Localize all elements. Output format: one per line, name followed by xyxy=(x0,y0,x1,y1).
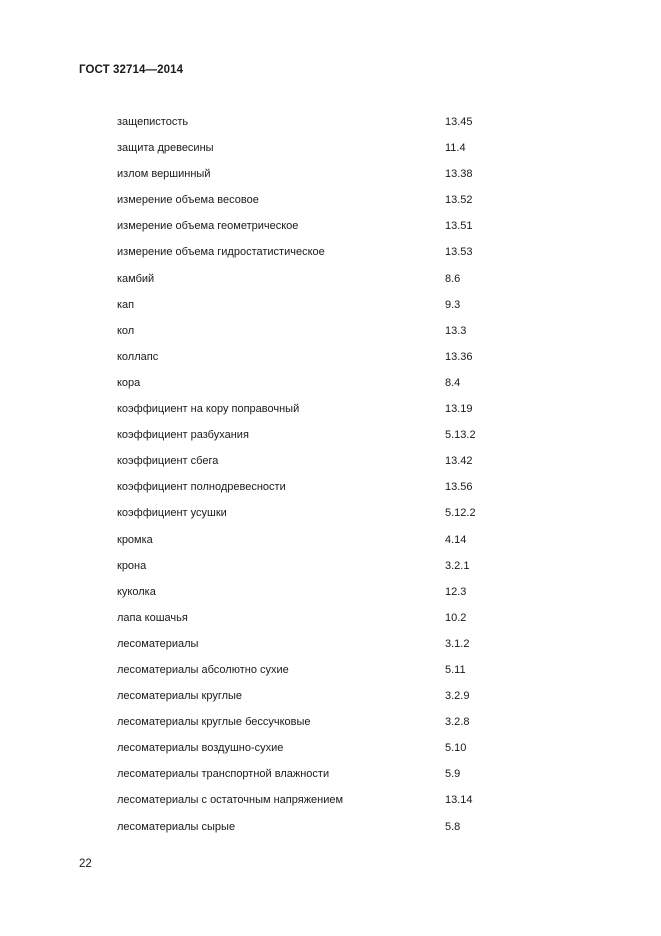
index-term: лесоматериалы круглые бессучковые xyxy=(117,716,311,729)
index-entry xyxy=(117,766,537,792)
index-reference: 8.4 xyxy=(445,376,461,389)
index-reference: 13.19 xyxy=(445,403,473,416)
index-reference: 8.6 xyxy=(445,272,461,285)
index-reference: 13.36 xyxy=(445,350,473,363)
index-entry xyxy=(117,427,537,453)
index-entry xyxy=(117,558,537,584)
index-reference: 3.2.9 xyxy=(445,690,470,703)
index-term: лесоматериалы круглые xyxy=(117,690,243,703)
index-reference: 5.8 xyxy=(445,820,461,833)
index-term: лесоматериалы абсолютно сухие xyxy=(117,663,289,676)
index-entry xyxy=(117,140,537,166)
index-term: камбий xyxy=(117,272,155,285)
index-term: коэффициент усушки xyxy=(117,507,227,520)
index-reference: 13.42 xyxy=(445,455,473,468)
index-term: лесоматериалы транспортной влажности xyxy=(117,768,330,781)
index-reference: 10.2 xyxy=(445,611,467,624)
index-term: лесоматериалы с остаточным напряжением xyxy=(117,794,344,807)
index-entry xyxy=(117,610,537,636)
index-term: защита древесины xyxy=(117,142,214,155)
index-reference: 5.13.2 xyxy=(445,429,476,442)
index-reference: 5.11 xyxy=(445,663,466,676)
index-reference: 5.12.2 xyxy=(445,507,476,520)
index-entry xyxy=(117,819,537,845)
index-term: лесоматериалы xyxy=(117,637,199,650)
index-term: коэффициент сбега xyxy=(117,455,219,468)
index-entry xyxy=(117,192,537,218)
index-reference: 9.3 xyxy=(445,298,461,311)
index-entry xyxy=(117,714,537,740)
index-reference: 13.51 xyxy=(445,220,473,233)
page-number: 22 xyxy=(79,858,92,870)
index-entry xyxy=(117,792,537,818)
index-entry xyxy=(117,375,537,401)
index-reference: 5.9 xyxy=(445,768,461,781)
index-entry xyxy=(117,688,537,714)
index-reference: 5.10 xyxy=(445,742,467,755)
index-term: измерение объема весовое xyxy=(117,194,259,207)
index-entry xyxy=(117,662,537,688)
index-entry xyxy=(117,636,537,662)
index-entry xyxy=(117,401,537,427)
index-entry xyxy=(117,166,537,192)
index-entry xyxy=(117,323,537,349)
index-reference: 4.14 xyxy=(445,533,467,546)
index-entry xyxy=(117,114,537,140)
index-reference: 3.2.1 xyxy=(445,559,470,572)
index-reference: 12.3 xyxy=(445,585,467,598)
index-term: коэффициент полнодревесности xyxy=(117,481,286,494)
index-term: коллапс xyxy=(117,350,159,363)
index-entry xyxy=(117,453,537,479)
index-term: куколка xyxy=(117,585,156,598)
index-term: измерение объема гидростатистическое xyxy=(117,246,325,259)
index-term: крона xyxy=(117,559,147,572)
index-reference: 13.14 xyxy=(445,794,473,807)
index-list xyxy=(117,114,537,845)
index-entry xyxy=(117,740,537,766)
index-entry xyxy=(117,532,537,558)
index-term: кромка xyxy=(117,533,153,546)
index-entry xyxy=(117,244,537,270)
index-term: кап xyxy=(117,298,135,311)
index-term: кол xyxy=(117,324,135,337)
index-reference: 13.52 xyxy=(445,194,473,207)
index-entry xyxy=(117,584,537,610)
index-reference: 13.3 xyxy=(445,324,467,337)
index-entry xyxy=(117,297,537,323)
index-reference: 13.45 xyxy=(445,116,473,128)
index-term: лесоматериалы сырые xyxy=(117,820,236,833)
index-entry xyxy=(117,479,537,505)
index-term: лапа кошачья xyxy=(117,611,188,624)
index-term: излом вершинный xyxy=(117,168,211,181)
index-entry xyxy=(117,218,537,244)
index-reference: 13.56 xyxy=(445,481,473,494)
index-entry xyxy=(117,349,537,375)
index-reference: 13.38 xyxy=(445,168,473,181)
index-term: коэффициент на кору поправочный xyxy=(117,403,300,416)
index-term: измерение объема геометрическое xyxy=(117,220,299,233)
index-term: коэффициент разбухания xyxy=(117,429,249,442)
index-entry xyxy=(117,271,537,297)
index-term: лесоматериалы воздушно-сухие xyxy=(117,742,284,755)
index-term: кора xyxy=(117,376,141,389)
index-reference: 3.1.2 xyxy=(445,637,470,650)
index-entry xyxy=(117,505,537,531)
index-reference: 11.4 xyxy=(445,142,466,155)
page-header-title: ГОСТ 32714—2014 xyxy=(79,64,184,76)
index-reference: 13.53 xyxy=(445,246,473,259)
index-term: защепистость xyxy=(117,116,189,128)
index-reference: 3.2.8 xyxy=(445,716,470,729)
